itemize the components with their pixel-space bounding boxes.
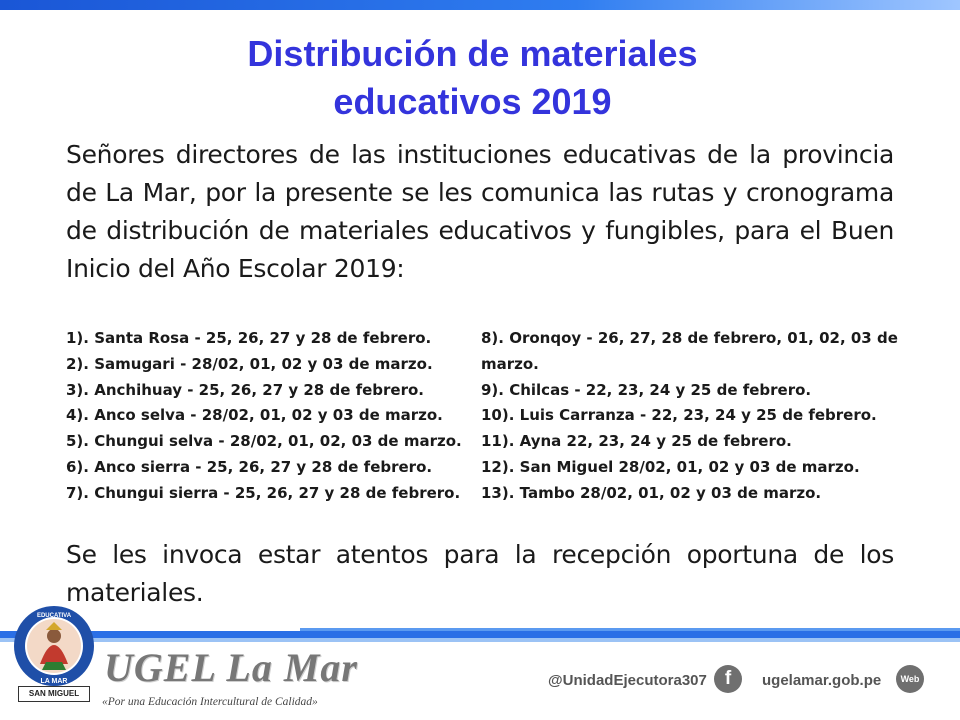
route-item: 7). Chungui sierra - 25, 26, 27 y 28 de febrero.	[66, 483, 461, 502]
seal-ribbon: SAN MIGUEL	[18, 686, 90, 702]
svg-text:LA MAR: LA MAR	[40, 678, 68, 685]
route-item: 10). Luis Carranza - 22, 23, 24 y 25 de febrero.	[481, 406, 877, 425]
route-item: 5). Chungui selva - 28/02, 01, 02, 03 de marzo.	[66, 432, 462, 451]
web-icon[interactable]: Web	[896, 665, 924, 693]
route-item: 3). Anchihuay - 25, 26, 27 y 28 de febrero.	[66, 380, 425, 399]
closing-paragraph: Se les invoca estar atentos para la recepción oportuna de los materiales.	[66, 540, 894, 607]
svg-text:EDUCATIVA: EDUCATIVA	[36, 613, 72, 619]
route-item: 9). Chilcas - 22, 23, 24 y 25 de febrero.	[481, 380, 812, 399]
title-line-1: Distribución de materiales	[247, 33, 698, 74]
route-column-right	[481, 326, 901, 507]
brand-name: UGEL La Mar	[104, 645, 358, 690]
route-item: 4). Anco selva - 28/02, 01, 02 y 03 de marzo.	[66, 406, 443, 425]
route-schedule	[66, 326, 906, 507]
title-line-2: educativos 2019	[333, 81, 612, 122]
route-item: 11). Ayna 22, 23, 24 y 25 de febrero.	[481, 432, 792, 451]
route-item: 2). Samugari - 28/02, 01, 02 y 03 de marzo.	[66, 354, 433, 373]
route-column-left	[66, 326, 481, 507]
facebook-handle[interactable]: @UnidadEjecutora307	[548, 671, 707, 689]
route-item: 1). Santa Rosa - 25, 26, 27 y 28 de febrero.	[66, 329, 432, 347]
website-link[interactable]: ugelamar.gob.pe	[762, 671, 882, 689]
intro-paragraph: Señores directores de las instituciones educativas de la provincia de La Mar, por la presente se les comunica las rutas y cronograma de distribución de materiales educativos y fungibles, para el Buen Inicio del Año Escolar 2019:	[66, 140, 894, 283]
route-item: 13). Tambo 28/02, 01, 02 y 03 de marzo.	[481, 483, 822, 502]
ugel-seal-logo	[12, 604, 96, 688]
route-item: 6). Anco sierra - 25, 26, 27 y 28 de febrero.	[66, 457, 433, 476]
page-title	[0, 30, 945, 126]
footer-wave-band	[0, 628, 960, 642]
top-accent-bar	[0, 0, 960, 10]
facebook-icon[interactable]: f	[714, 665, 742, 693]
route-item: 12). San Miguel 28/02, 01, 02 y 03 de marzo.	[481, 457, 860, 476]
route-item: 8). Oronqoy - 26, 27, 28 de febrero, 01, 02, 03 de marzo.	[481, 329, 898, 373]
brand-tagline: «Por una Educación Intercultural de Calidad»	[102, 696, 318, 708]
